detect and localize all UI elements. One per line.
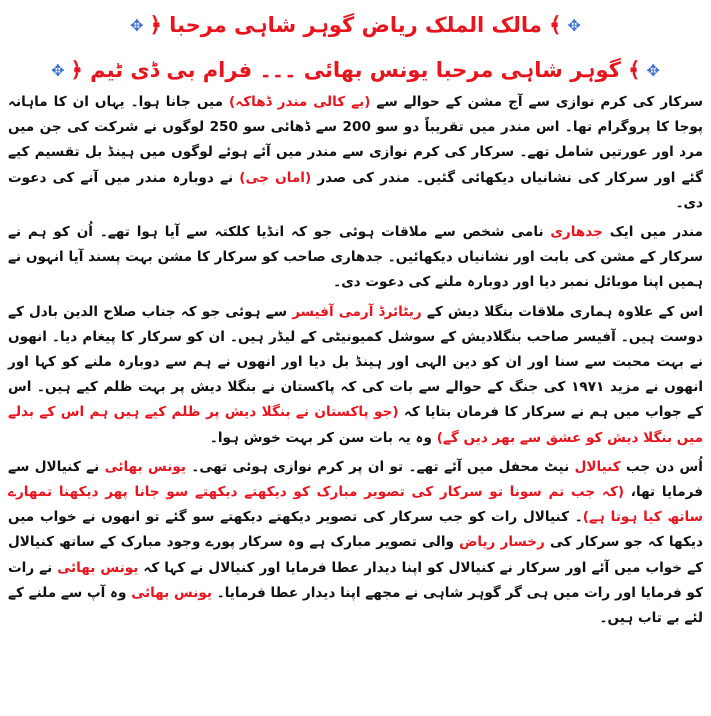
paragraph — [8, 300, 703, 451]
article-body — [8, 90, 703, 631]
ornament-flower-icon: ✥ — [646, 61, 660, 80]
body-text: نے رات کو فرمایا اور رات میں ہی گر گوہر شاہی نے مجھے اپنا دیدار عطا فرمایا۔ — [8, 559, 703, 601]
highlighted-text: رخسار ریاض — [459, 534, 545, 551]
highlighted-text: یونس بھائی — [57, 559, 139, 576]
highlighted-text: (اماں جی) — [239, 169, 312, 186]
title-2-text: ﴿ گوہر شاہی مرحبا یونس بھائی ۔۔۔ فرام بی ڈی ٹیم ﴾ — [70, 58, 641, 82]
highlighted-text: (بے کالی مندر ڈھاکہ) — [229, 94, 371, 110]
body-text: سرکار کی کرم نوازی سے آج مشن کے حوالے سے — [370, 94, 703, 110]
body-text: وہ آپ سے ملنے کے لئے بے تاب ہیں۔ — [8, 584, 703, 627]
ornament-flower-icon: ✥ — [130, 16, 144, 35]
highlighted-text: یونس بھائی — [104, 458, 186, 475]
body-text: سے ہوئی جو کہ جناب صلاح الدین بادل کے دوست ہیں۔ آفیسر صاحب بنگلادیش کے سوشل کمیونیٹی کے لیڈر ہیں۔ ان کو سرکار کا پیغام دیا۔ انھوں نے بہت محبت سے سنا اور ان کو دین الہی اور ہینڈ بل دیا اور انھوں نے ہم سے دوبارہ ملنے کو کہا اور انھوں نے مزید ۱۹۷۱ کی جنگ کے حوالے سے بات کی کہ پاکستان نے بنگلا دیش پر بہت ظلم کیے ہیں۔ اس کے جواب میں ہم نے سرکار کا فرمان بتایا کہ — [8, 303, 704, 421]
highlighted-text: (جو پاکستان نے بنگلا دیش پر ظلم کیے ہیں ہم اس کے بدلے میں بنگلا دیش کو عشق سے بھر دیں گے) — [8, 404, 703, 446]
highlighted-text: جدھاری — [550, 224, 603, 241]
highlighted-text: یونس بھائی — [131, 584, 212, 601]
paragraph — [8, 90, 703, 216]
ornament-flower-icon: ✥ — [51, 61, 65, 80]
ornament-flower-icon: ✥ — [567, 16, 581, 35]
title-1-text: ﴿ مالک الملک ریاض گوہر شاہی مرحبا ﴾ — [149, 13, 562, 37]
paragraph — [8, 220, 703, 296]
body-text: ۔ کنیالال رات کو جب سرکار کی تصویر دیکھتے دیکھتے سو گئے تو انھوں نے خواب میں دیکھا کہ جو سرکار کی — [8, 509, 703, 551]
body-text: اس کے علاوہ ہماری ملاقات بنگلا دیش کے — [421, 303, 703, 320]
body-text: نیٹ محفل میں آئے تھے۔ تو ان پر کرم نوازی ہوئی تھی۔ — [185, 458, 575, 475]
body-text: مندر میں ایک — [602, 224, 703, 241]
body-text: والی تصویر مبارک ہے وہ سرکار پورے وجود مبارک کے ساتھ کنیالال کے خواب میں آئے اور سرکار نے کنیالال کو اپنا دیدار عطا فرمایا اور کنیالال نے کہا کہ — [8, 534, 703, 576]
body-text: نامی شخص سے ملاقات ہوئی جو کہ انڈیا کلکتہ سے آیا ہوا تھے۔ اُن کو ہم نے سرکار کے مشن کی بابت اور نشانیاں دیکھائیں۔ جدھاری صاحب کو سرکار کا مشن بہت پسند آیا انہوں نے ہمیں اپنا موبائل نمبر دیا اور دوبارہ ملنے کی دعوت دی۔ — [8, 224, 703, 291]
highlighted-text: ریٹائرڈ آرمی آفیسر — [292, 303, 422, 320]
highlighted-text: کنیالال — [574, 458, 621, 475]
body-text: نے کنیالال سے فرمایا تھا، — [8, 458, 703, 501]
highlighted-text: (کہ جب تم سونا تو سرکار کی تصویر مبارک کو دیکھتے دیکھتے سو جانا پھر دیکھنا تمھارے ساتھ کیا ہوتا ہے) — [8, 484, 703, 526]
body-text: میں جانا ہوا۔ یہاں ان کا ماہانہ پوجا کا پروگرام تھا۔ اس مندر میں تقریباً دو سو 200 سے ڈھائی سو 250 لوگوں نے شرکت کی جن میں مرد اور عورتیں شامل تھے۔ سرکار کی کرم نوازی سے مندر میں آئے ہوئے لوگوں میں ہینڈ بل تقسیم کیے گئے اور سرکار کی نشانیاں دیکھائی گئیں۔ مندر کی صدر — [8, 94, 704, 186]
body-text: وہ یہ بات سن کر بہت خوش ہوا۔ — [209, 429, 437, 446]
title-line-2 — [8, 55, 703, 86]
title-line-1 — [8, 10, 703, 41]
body-text: اُس دن جب — [620, 458, 703, 475]
paragraph — [8, 455, 703, 631]
body-text: نے دوبارہ مندر میں آنے کی دعوت دی۔ — [8, 169, 703, 211]
